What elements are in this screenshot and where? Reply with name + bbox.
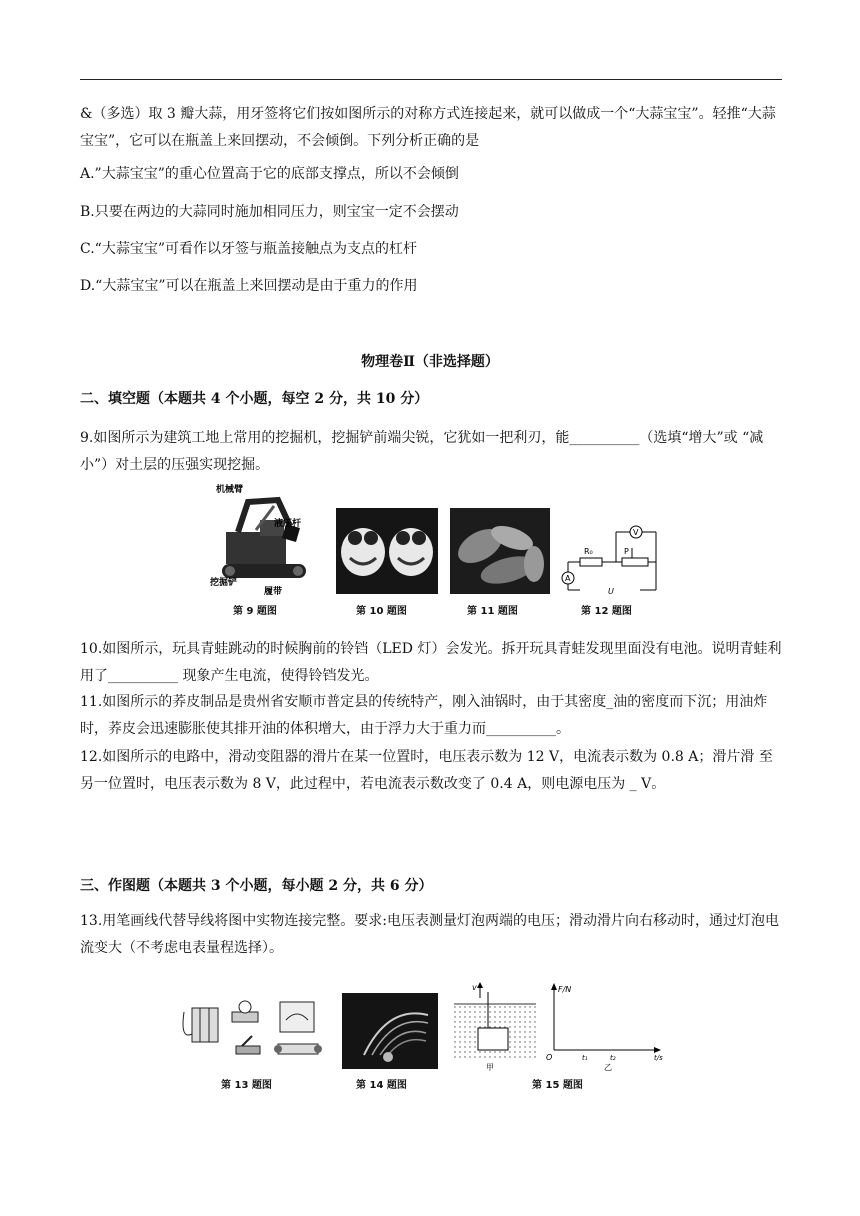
label-a: A xyxy=(565,574,571,583)
caption-fig11: 第 11 题图 xyxy=(467,606,518,617)
label-track: 履带 xyxy=(264,587,283,597)
caption-fig15: 第 15 题图 xyxy=(532,1080,583,1091)
label-fn: F/N xyxy=(558,985,572,994)
label-t2: t₂ xyxy=(610,1054,616,1062)
excavator-figure xyxy=(208,480,320,600)
caption-fig14: 第 14 题图 xyxy=(356,1080,407,1091)
q11-text: 11.如图所示的荞皮制品是贵州省安顺市普定县的传统特产，刚入油锅时，由于其密度_油的密度而下沉；用油炸时，荞皮会迅速膨胀使其排开油的体积增大，由于浮力大于重力而__________。 xyxy=(80,694,768,737)
q8-stem: &（多选）取 3 瓣大蒜，用牙签将它们按如图所示的对称方式连接起来，就可以做成一个“大蒜宝宝”。轻推“大蒜宝宝”，它可以在瓶盖上来回摆动，不会倾倒。下列分析正确的是 xyxy=(80,106,776,149)
q8-option-b: B.只要在两边的大蒜同时施加相同压力，则宝宝一定不会摆动 xyxy=(80,204,459,220)
q8-option-c: C.“大蒜宝宝”可看作以牙签与瓶盖接触点为支点的杠杆 xyxy=(80,241,417,257)
label-origin: O xyxy=(546,1053,553,1062)
snack-figure xyxy=(450,508,550,594)
label-r0: R₀ xyxy=(584,547,593,556)
q13-text: 13.用笔画线代替导线将图中实物连接完整。要求:电压表测量灯泡两端的电压；滑动滑片向右移动时，通过灯泡电流变大（不考虑电表量程选择）。 xyxy=(80,913,779,956)
circuit-figure xyxy=(560,518,660,598)
q9-text: 9.如图所示为建筑工地上常用的挖掘机，挖掘铲前端尖锐，它犹如一把利刃，能__________（选填“增大”或 “减小”）对土层的压强实现挖掘。 xyxy=(80,430,764,473)
part-title: 物理卷Ⅱ（非选择题） xyxy=(361,354,499,370)
caption-fig12: 第 12 题图 xyxy=(581,606,632,617)
label-p: P xyxy=(624,547,629,556)
fig14-photo xyxy=(342,993,438,1069)
caption-fig9: 第 9 题图 xyxy=(233,606,277,617)
label-v: V xyxy=(633,528,639,537)
label-cylinder: 液压杆 xyxy=(274,519,302,529)
circuit-parts-figure xyxy=(180,990,328,1070)
label-u: U xyxy=(608,587,614,596)
label-shovel: 挖掘铲 xyxy=(210,578,238,588)
q10-text: 10.如图所示，玩具青蛙跳动的时候胸前的铃铛（LED 灯）会发光。拆开玩具青蛙发现里面没有电池。说明青蛙利用了__________ 现象产生电流，使得铃铛发光。 xyxy=(80,641,782,684)
section-3-title: 三、作图题（本题共 3 个小题，每小题 2 分，共 6 分） xyxy=(80,878,433,894)
q8-option-d: D.“大蒜宝宝”可以在瓶盖上来回摆动是由于重力的作用 xyxy=(80,278,418,294)
header-rule xyxy=(80,79,782,80)
label-ts: t/s xyxy=(654,1054,663,1062)
label-yi: 乙 xyxy=(604,1063,612,1072)
label-v-arrow: v xyxy=(472,983,477,992)
frog-figure xyxy=(336,508,438,594)
section-2-title: 二、填空题（本题共 4 个小题，每空 2 分，共 10 分） xyxy=(80,391,429,407)
q12-text: 12.如图所示的电路中，滑动变阻器的滑片在某一位置时，电压表示数为 12 V，电流表示数为 0.8 A；滑片滑 至另一位置时，电压表示数为 8 V，此过程中，若电流表示数改变了 0.4 A，则电源电压为 _ V。 xyxy=(80,749,773,792)
label-t1: t₁ xyxy=(582,1054,588,1062)
caption-fig10: 第 10 题图 xyxy=(356,606,407,617)
caption-fig13: 第 13 题图 xyxy=(221,1080,272,1091)
q8-option-a: A.”大蒜宝宝”的重心位置高于它的底部支撑点，所以不会倾倒 xyxy=(80,166,459,182)
fig15-diagram xyxy=(448,980,678,1072)
label-jia: 甲 xyxy=(486,1063,494,1072)
label-arm: 机械臂 xyxy=(216,485,244,495)
